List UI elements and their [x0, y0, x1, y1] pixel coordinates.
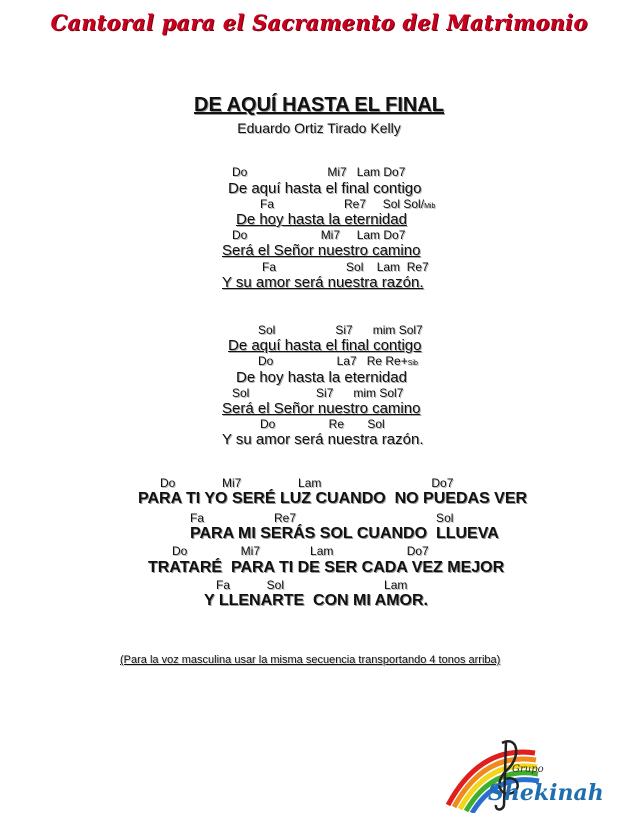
stanza1-chords-3: Do Mi7 Lam Do7: [232, 228, 406, 242]
cantoral-header: Cantoral para el Sacramento del Matrimonio: [50, 10, 588, 35]
song-author: Eduardo Ortiz Tirado Kelly: [237, 120, 401, 136]
chorus-lyric-4: Y LLENARTE CON MI AMOR.: [204, 592, 428, 609]
stanza2-chords-3: Sol Si7 mim Sol7: [232, 386, 404, 400]
stanza2-lyric-3: Será el Señor nuestro camino: [222, 400, 421, 417]
stanza1-lyric-3: Será el Señor nuestro camino: [222, 242, 421, 259]
stanza2-lyric-4: Y su amor será nuestra razón.: [222, 431, 424, 448]
logo-grupo-text: Grupo: [512, 764, 544, 775]
song-title: DE AQUÍ HASTA EL FINAL: [194, 94, 444, 116]
chorus-lyric-1: PARA TI YO SERÉ LUZ CUANDO NO PUEDAS VER: [138, 490, 528, 507]
stanza2-chords-4: Do Re Sol: [260, 417, 385, 431]
stanza1-chords-1: Do Mi7 Lam Do7: [232, 165, 406, 179]
stanza1-chords-4: Fa Sol Lam Re7: [262, 260, 429, 274]
chorus-lyric-2: PARA MI SERÁS SOL CUANDO LLUEVA: [190, 525, 499, 542]
stanza1-lyric-4: Y su amor será nuestra razón.: [222, 274, 424, 291]
stanza2-chord-sub: Sib: [407, 360, 418, 367]
stanza2-lyric-1: De aquí hasta el final contigo: [228, 337, 422, 354]
stanza2-lyric-2: De hoy hasta la eternidad: [236, 369, 407, 386]
chorus-lyric-3: TRATARÉ PARA TI DE SER CADA VEZ MEJOR: [148, 559, 505, 576]
stanza2-chords-2: Do La7 Re Re+Sib: [258, 354, 418, 368]
chorus-chords-3: Do Mi7 Lam Do7: [172, 544, 429, 558]
stanza2-chords-1: Sol Si7 mim Sol7: [258, 323, 423, 337]
chorus-chords-1: Do Mi7 Lam Do7: [160, 476, 454, 490]
stanza1-lyric-1: De aquí hasta el final contigo: [228, 180, 422, 197]
logo-shekinah-text: Shekinah: [488, 780, 604, 806]
chorus-chords-2: Fa Re7 Sol: [190, 511, 454, 525]
stanza1-chord-sub: Mib: [424, 203, 436, 210]
stanza1-chords-2: Fa Re7 Sol Sol/Mib: [260, 197, 436, 211]
transposition-note: (Para la voz masculina usar la misma secuencia transportando 4 tonos arriba): [120, 654, 501, 666]
chorus-chords-4: Fa Sol Lam: [216, 578, 408, 592]
stanza1-lyric-2: De hoy hasta la eternidad: [236, 211, 407, 228]
